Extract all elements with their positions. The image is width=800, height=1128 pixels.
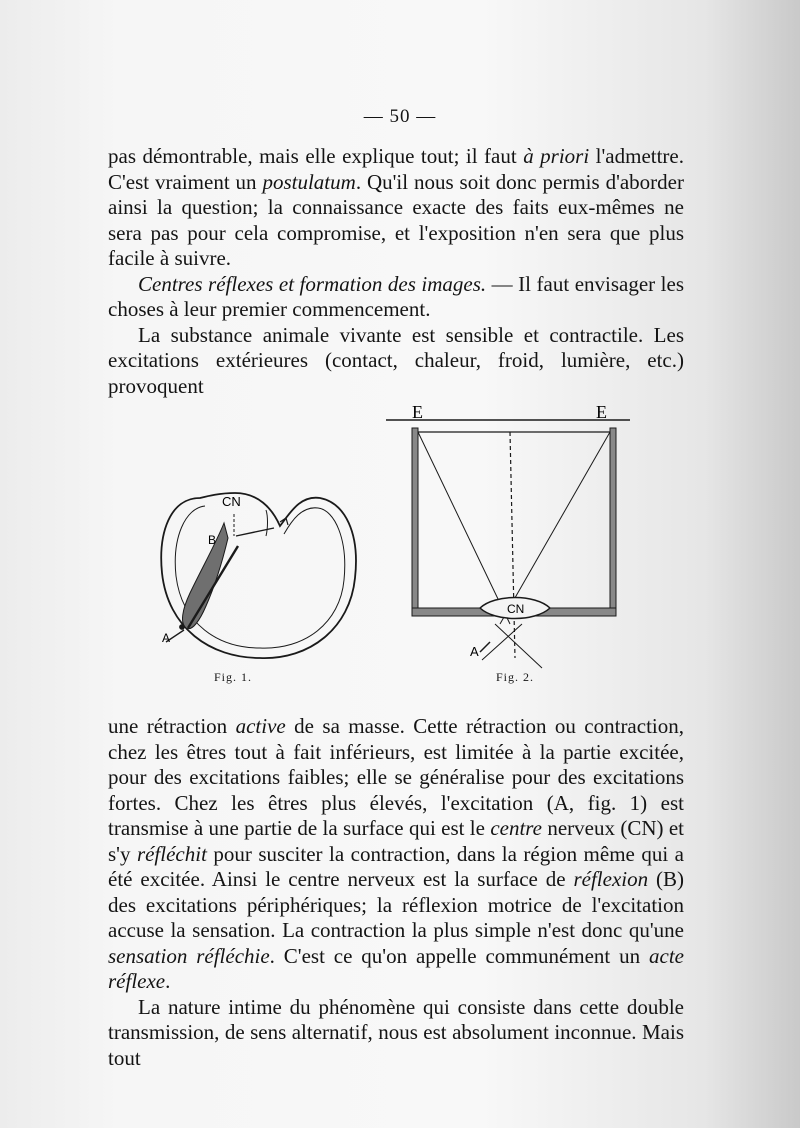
fig1-label-cn: CN [222,494,241,509]
text-block-top [108,144,684,399]
fig1-outline [161,493,356,658]
paragraph: une rétraction active de sa masse. Cette rétraction ou contraction, chez les êtres tout à fait inférieurs, est limitée à la partie excitée, pour des excitations faibles; elle se généralise pour des excitations fortes. Chez les êtres plus élevés, l'excitation (A, fig. 1) est transmise à une partie de la surface qui est le centre nerveux (CN) et s'y réfléchit pour susciter la contraction, dans la région même qui a été excitée. Ainsi le centre nerveux est la surface de réflexion (B) des excitations périphériques; la réflexion motrice de l'excitation accuse la sensation. La contraction la plus simple n'est donc qu'une sensation réfléchie. C'est ce qu'on appelle communément un acte réflexe. [108,714,685,993]
figures [150,398,690,694]
figures-drawing [150,398,690,694]
fig1-label-a: A [162,631,171,645]
figure-2 [386,420,630,668]
fig1-label-b: B [208,533,217,547]
paragraph: La nature intime du phénomène qui consiste dans cette double transmission, de sens alternatif, nous est absolument inconnue. Mais tout [108,994,684,1070]
paragraph: Centres réflexes et formation des images. — Il faut envisager les choses à leur premier commencement. [108,271,684,321]
fig2-arrow-a [480,642,490,652]
paragraph: pas démontrable, mais elle explique tout; il faut à priori l'admettre. C'est vraiment un postulatum. Qu'il nous soit donc permis d'aborder ainsi la question; la connaissance exacte des faits eux-mêmes ne sera pas pour cela compromise, et l'exposition n'en sera que plus facile à suivre. [108,144,684,270]
fig2-ray-2 [500,432,610,624]
fig2-right-wall [610,428,616,614]
fig2-left-wall [412,428,418,614]
fig2-caption: Fig. 2. [496,670,535,684]
fig2-label-e-left: E [412,402,423,422]
figure-1 [161,493,356,658]
fig1-point-a [180,625,184,629]
section-heading: Centres réflexes et formation des images. [138,271,487,296]
fig2-ray-3 [495,624,542,668]
fig2-ray-1 [418,432,510,624]
fig1-centre-arc [266,510,268,536]
fig2-ray-4 [482,624,522,660]
page-number: — 50 — [363,106,437,127]
fig2-axis [510,432,515,658]
fig1-caption: Fig. 1. [214,670,253,684]
fig1-line-b [236,528,274,536]
fig2-label-a: A [470,644,479,659]
text-block-bottom [108,714,684,1071]
fig2-label-e-right: E [596,402,607,422]
fig2-label-cn: CN [507,602,525,616]
paragraph: La substance animale vivante est sensible et contractile. Les excitations extérieures (contact, chaleur, froid, lumière, etc.) provoquent [108,322,684,398]
